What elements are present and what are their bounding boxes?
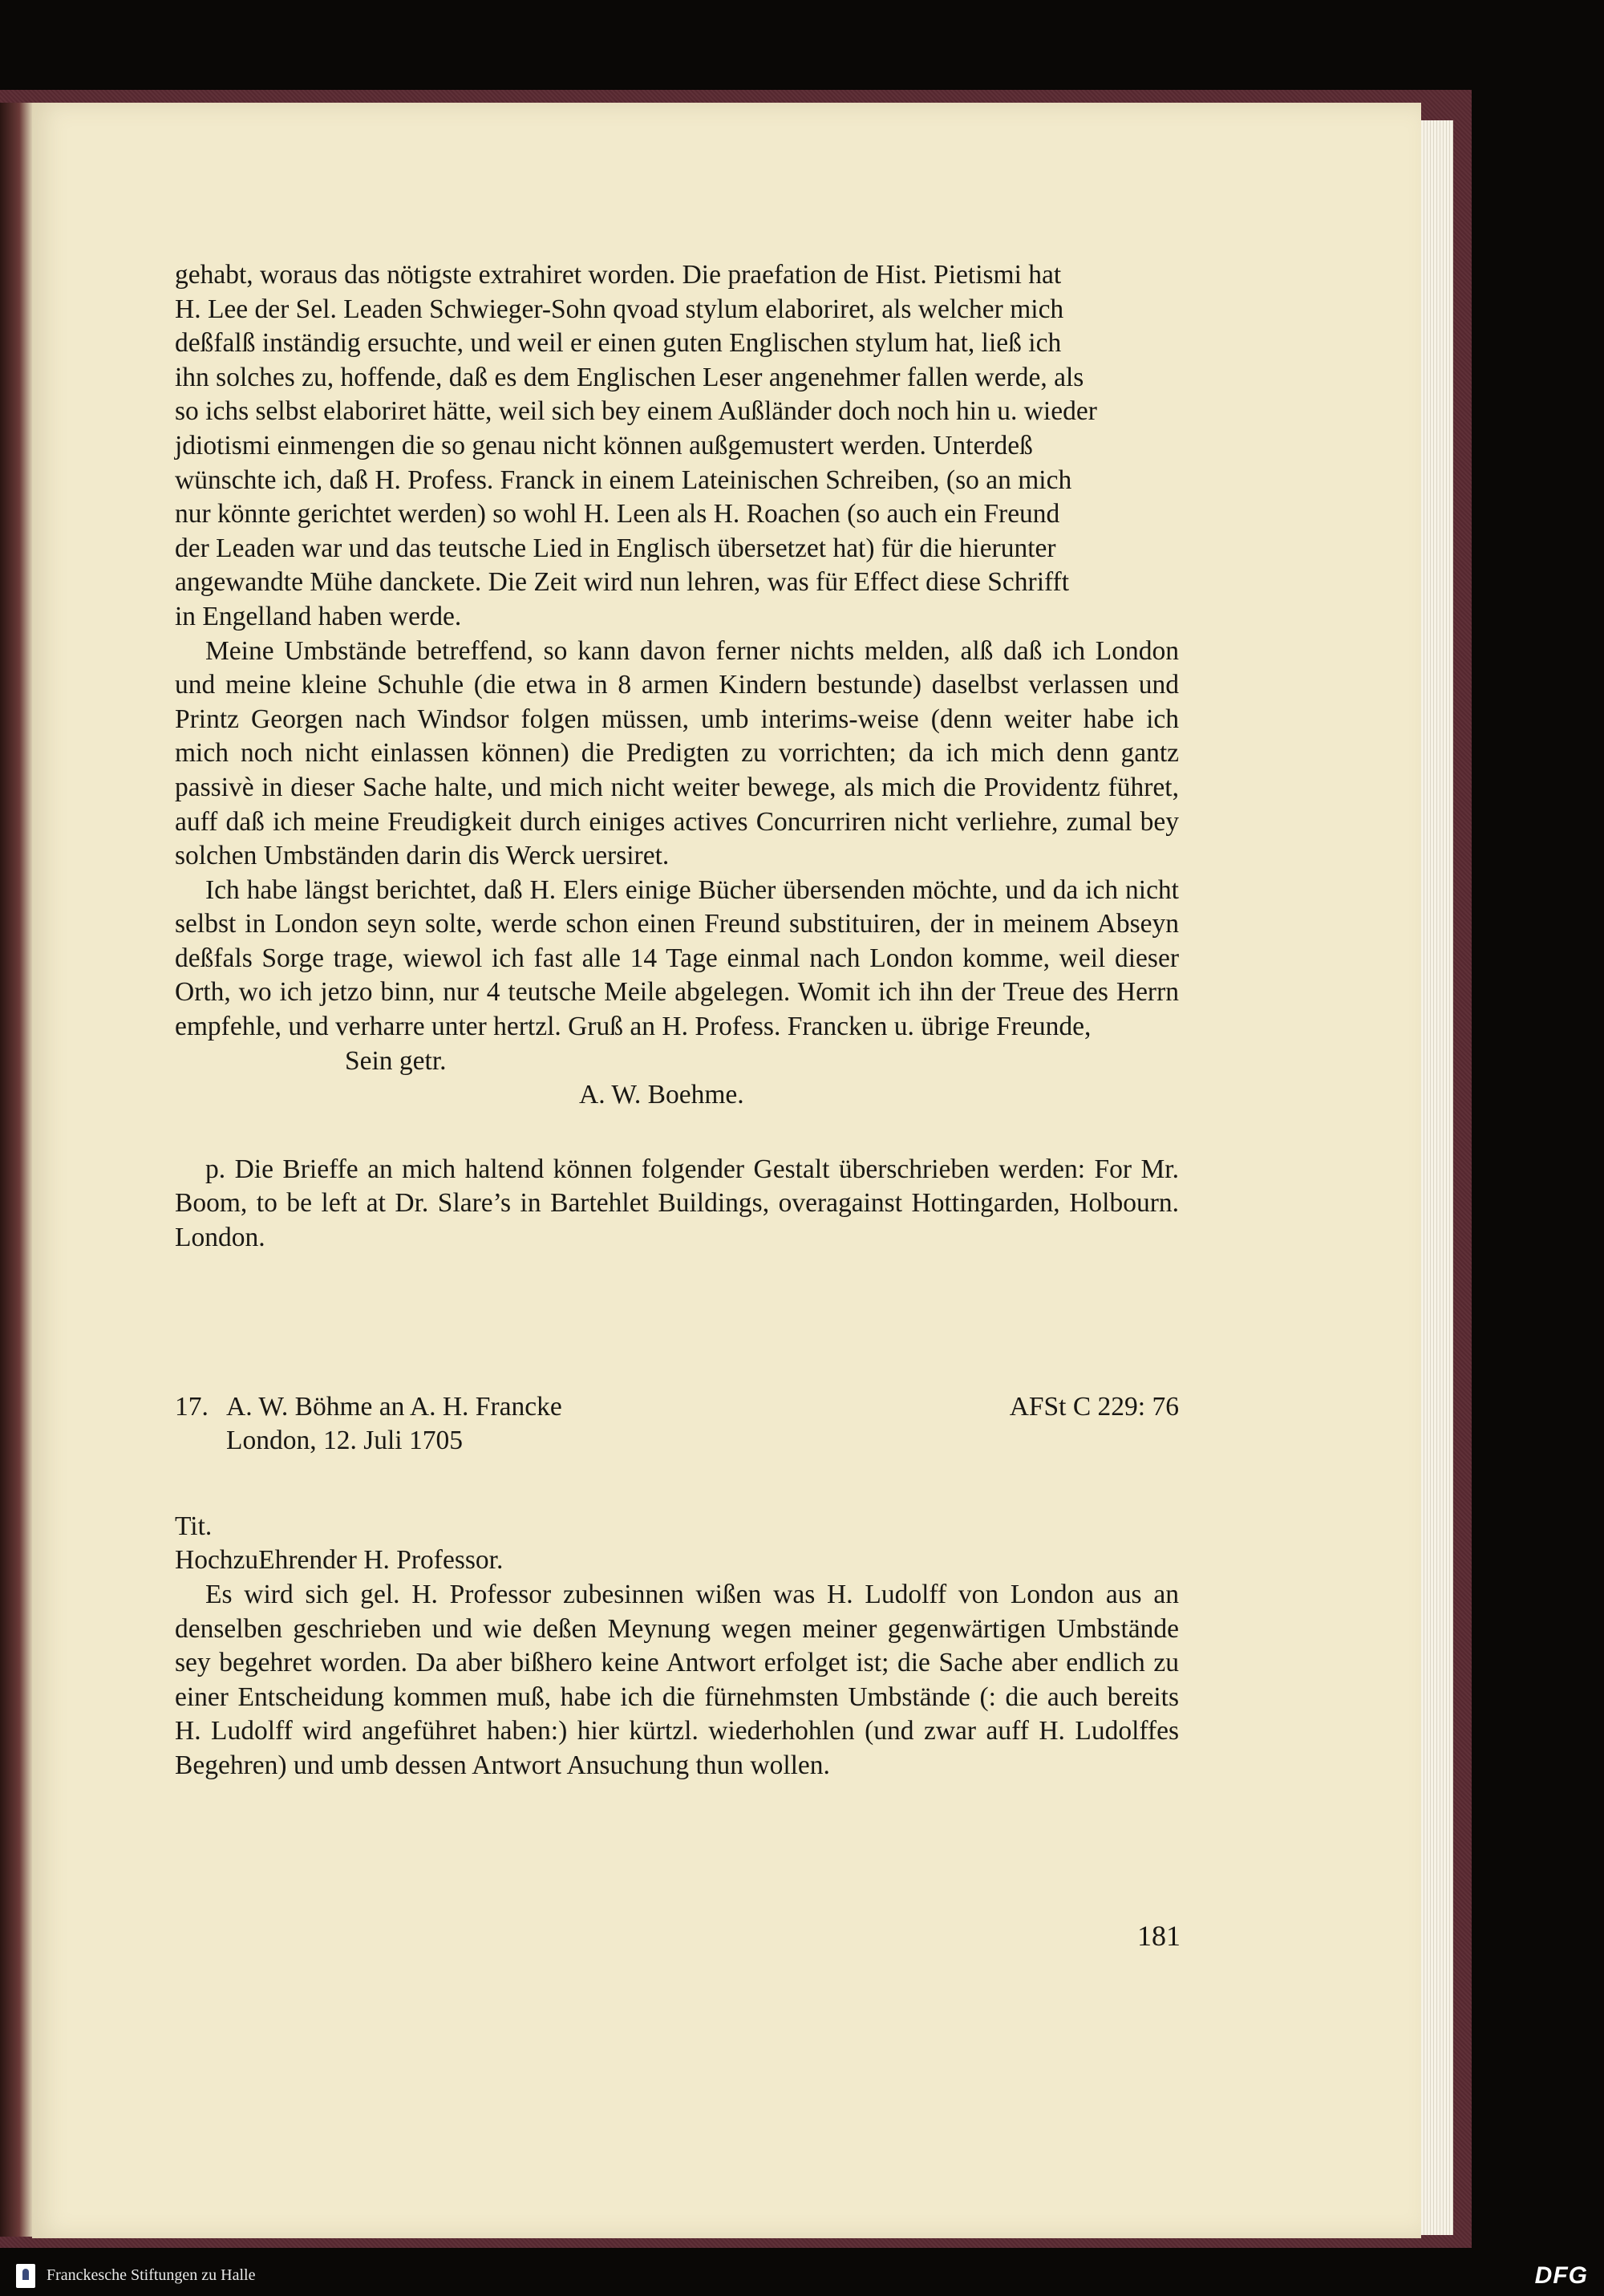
text-line: nur könnte gerichtet werden) so wohl H. Leen als H. Roachen (so auch ein Freund bbox=[175, 499, 1060, 529]
postscript: p. Die Brieffe an mich haltend können folgender Gestalt überschrieben werden: For Mr. Boom, to be left at Dr. Slare’s in Bartehlet Buildings, overagainst Hottingarden, Holbourn. London. bbox=[175, 1154, 1179, 1253]
institution-logo-icon bbox=[16, 2264, 35, 2288]
spacer bbox=[175, 1255, 1179, 1390]
spacer bbox=[175, 1113, 1179, 1153]
text-line: wünschte ich, daß H. Profess. Franck in einem Lateinischen Schreiben, (so an mich bbox=[175, 464, 1072, 495]
footer-bar bbox=[0, 2256, 1604, 2296]
page-edges bbox=[1421, 120, 1453, 2235]
text-line: der Leaden war und das teutsche Lied in Englisch übersetzet hat) für die hierunter bbox=[175, 533, 1056, 563]
letter-body: Es wird sich gel. H. Professor zubesinnen wißen was H. Ludolff von London aus an denselben geschrieben und wie deßen Meynung wegen meiner gegenwärtigen Umbstände sey begehret worden. Da aber bißhero keine Antwort erfolget ist; die Sache aber endlich zu einer Entscheidung kommen muß, habe ich die fürnehmsten Umbstände (: die auch bereits H. Ludolff wird angeführet haben:) hier kürtzl. wiederhohlen (und zwar auff H. Ludolffes Begehren) und umb dessen Antwort Ansuchung thun wollen. bbox=[175, 1580, 1179, 1780]
letter-number: 17. bbox=[175, 1391, 209, 1422]
text-line: deßfalß inständig ersuchte, und weil er einen guten Englischen stylum hat, ließ ich bbox=[175, 328, 1062, 359]
letter-heading bbox=[175, 1390, 1179, 1425]
institution-name: Franckesche Stiftungen zu Halle bbox=[47, 2266, 256, 2284]
text-line: ihn solches zu, hoffende, daß es dem Englischen Leser angenehmer fallen werde, als bbox=[175, 362, 1084, 392]
text-line: so ichs selbst elaboriret hätte, weil sich bey einem Außländer doch noch hin u. wieder bbox=[175, 396, 1097, 427]
paragraph-circumstances: Meine Umbstände betreffend, so kann davon ferner nichts melden, alß daß ich London und meine kleine Schuhle (die etwa in 8 armen Kindern bestunde) daselbst verlassen und Printz Georgen nach Windsor folgen müssen, umb interims-weise (denn weiter habe ich mich noch nicht einlassen können) die Predigten zu vorrichten; da ich mich denn gantz passivè in dieser Sache halte, und mich nicht weiter bewege, als mich die Providentz führet, auff daß ich meine Freudigkeit durch einiges actives Concurriren nicht verliehre, zumal bey solchen Umbständen darin dis Werck uersiret. bbox=[175, 635, 1179, 871]
signature: A. W. Boehme. bbox=[579, 1080, 744, 1110]
text-line: in Engelland haben werde. bbox=[175, 601, 462, 631]
salutation: HochzuEhrender H. Professor. bbox=[175, 1545, 504, 1576]
text-line: angewandte Mühe danckete. Die Zeit wird nun lehren, was für Effect diese Schrifft bbox=[175, 567, 1070, 598]
spacer bbox=[175, 1458, 1179, 1510]
letter-correspondents: A. W. Böhme an A. H. Francke bbox=[226, 1391, 562, 1422]
salutation-title: Tit. bbox=[175, 1511, 213, 1541]
text-line: gehabt, woraus das nötigste extrahiret worden. Die praefation de Hist. Pietismi hat bbox=[175, 260, 1062, 290]
book-gutter bbox=[0, 103, 32, 2237]
closing-formula: Sein getr. bbox=[345, 1045, 447, 1076]
page-text bbox=[175, 258, 1179, 1783]
dfg-logo: DFG bbox=[1534, 2262, 1588, 2289]
text-line: H. Lee der Sel. Leaden Schwieger-Sohn qvoad stylum elaboriret, als welcher mich bbox=[175, 294, 1064, 324]
archive-reference: AFSt C 229: 76 bbox=[1009, 1391, 1179, 1422]
paragraph-books: Ich habe längst berichtet, daß H. Elers einige Bücher übersenden möchte, und da ich nicht selbst in London seyn solte, werde schon einen Freund substituiren, der in meinem Abseyn deßfals Sorge trage, wiewol ich fast alle 14 Tage einmal nach London komme, weil dieser Orth, wo ich jetzo binn, nur 4 teutsche Meile abgelegen. Womit ich ihn der Treue des Herrn empfehle, und verharre unter hertzl. Gruß an H. Profess. Francken u. übrige Freunde, bbox=[175, 874, 1179, 1042]
text-line: jdiotismi einmengen die so genau nicht können außgemustert werden. Unterdeß bbox=[175, 430, 1033, 460]
page-number: 181 bbox=[1137, 1920, 1181, 1952]
letter-place-date: London, 12. Juli 1705 bbox=[226, 1426, 463, 1456]
